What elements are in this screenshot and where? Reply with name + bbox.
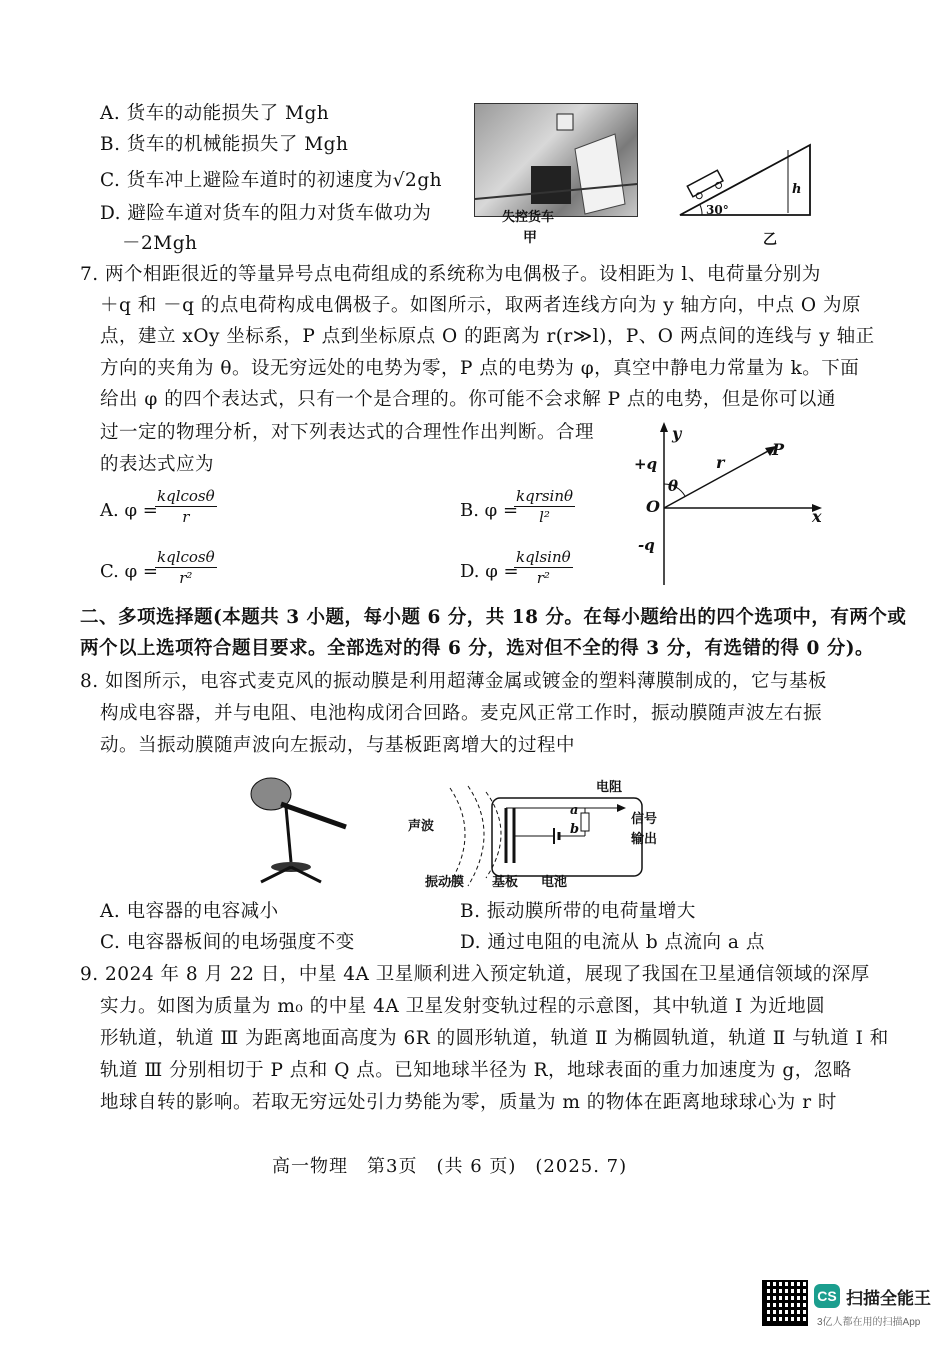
circuit-battery-label: 电池 — [541, 875, 568, 890]
q6-option-c: C. 货车冲上避险车道时的初速度为√2gh — [100, 170, 443, 191]
circuit-signal-label-1: 信号 — [631, 812, 658, 827]
dipole-plus-q: +q — [634, 455, 658, 473]
y-axis-arrow — [660, 422, 668, 432]
q7-stem-line-5: 给出 φ 的四个表达式，只有一个是合理的。你可能不会求解 P 点的电势，但是你可以通 — [100, 389, 836, 410]
q7-stem-line-4: 方向的夹角为 θ。设无穷远处的电势为零，P 点的电势为 φ，真空中静电力常量为 k。下面 — [100, 358, 860, 379]
circuit-point-b: b — [570, 822, 580, 837]
dipole-theta-label: θ — [668, 477, 679, 495]
dipole-r-label: r — [716, 453, 725, 472]
q6-option-d-value: －2Mgh — [122, 233, 198, 254]
circuit-resistor-label: 电阻 — [596, 780, 623, 795]
dipole-y-label: y — [672, 424, 682, 443]
q7-stem-line-1: 7. 两个相距很近的等量异号点电荷组成的系统称为电偶极子。设相距为 l、电荷量分别为 — [80, 264, 821, 285]
q8-option-b: B. 振动膜所带的电荷量增大 — [460, 901, 696, 922]
dipole-x-label: x — [812, 507, 822, 526]
q8-option-a: A. 电容器的电容减小 — [100, 901, 279, 922]
microphone-illustration — [236, 772, 356, 884]
q7-option-d-denominator: r² — [536, 569, 550, 587]
q7-option-c-prefix: C. φ = — [100, 561, 158, 582]
q9-stem-line-2: 实力。如图为质量为 m₀ 的中星 4A 卫星发射变轨过程的示意图，其中轨道 Ⅰ 为近地圆 — [100, 996, 826, 1017]
truck-on-incline — [687, 170, 725, 201]
q9-stem-line-1: 9. 2024 年 8 月 22 日，中星 4A 卫星顺利进入预定轨道，展现了我国在卫星通信领域的深厚 — [80, 964, 870, 985]
truck-ramp-sketch — [475, 104, 637, 216]
q7-stem-line-7: 的表达式应为 — [100, 454, 215, 475]
q7-option-d-numerator: kqlsinθ — [516, 548, 571, 566]
q8-option-c: C. 电容器板间的电场强度不变 — [100, 932, 355, 953]
q7-stem-line-2: ＋q 和 －q 的点电荷构成电偶极子。如图所示，取两者连线方向为 y 轴方向，中点 O 为原 — [100, 295, 861, 316]
fig-jia-label: 甲 — [523, 230, 537, 246]
incline-height-label: h — [792, 182, 802, 197]
q7-option-c-numerator: kqlcosθ — [157, 548, 215, 566]
fig-yi-label: 乙 — [763, 232, 777, 248]
runaway-truck-photo — [474, 103, 638, 217]
qr-code — [762, 1280, 808, 1326]
dipole-origin-label: O — [646, 497, 660, 516]
circuit-membrane-label: 振动膜 — [425, 875, 465, 890]
camscanner-logo: CS — [814, 1284, 840, 1308]
q9-stem-line-4: 轨道 Ⅲ 分别相切于 P 点和 Q 点。已知地球半径为 R，地球表面的重力加速度为 g，忽略 — [100, 1060, 852, 1081]
incline-diagram — [670, 140, 830, 225]
q6-option-a: A. 货车的动能损失了 Mgh — [100, 103, 330, 124]
q8-stem-line-2: 构成电容器，并与电阻、电池构成闭合回路。麦克风正常工作时，振动膜随声波左右振 — [100, 703, 823, 724]
q8-stem-line-3: 动。当振动膜随声波向左振动，与基板距离增大的过程中 — [100, 735, 576, 756]
q7-option-d-prefix: D. φ = — [460, 561, 519, 582]
circuit-signal-label-2: 输出 — [631, 832, 658, 847]
camscanner-brand: 扫描全能王 — [846, 1289, 931, 1308]
fig-jia-caption: 失控货车 — [502, 210, 555, 225]
q7-option-a-numerator: kqlcosθ — [157, 487, 215, 505]
q9-stem-line-5: 地球自转的影响。若取无穷远处引力势能为零，质量为 m 的物体在距离地球球心为 r 时 — [100, 1092, 837, 1113]
q8-option-d: D. 通过电阻的电流从 b 点流向 a 点 — [460, 932, 765, 953]
q9-stem-line-3: 形轨道，轨道 Ⅲ 为距离地面高度为 6R 的圆形轨道，轨道 Ⅱ 为椭圆轨道，轨道 Ⅱ 与轨道 Ⅰ 和 — [100, 1028, 889, 1049]
page-footer: 高一物理 第3页 (共 6 页) (2025. 7) — [272, 1156, 628, 1177]
dipole-point-p: P — [772, 440, 785, 459]
circuit-point-a: a — [570, 803, 579, 818]
q7-option-b-prefix: B. φ = — [460, 500, 519, 521]
section-2-heading-line-1: 二、多项选择题(本题共 3 小题，每小题 6 分，共 18 分。在每小题给出的四个选项中，有两个或 — [80, 607, 907, 628]
circuit-sound-label: 声波 — [408, 819, 435, 834]
q7-option-a-denominator: r — [182, 508, 190, 526]
q7-option-c-denominator: r² — [179, 569, 193, 587]
q7-option-d-fraction — [514, 548, 573, 587]
resistor-symbol — [581, 813, 589, 831]
q7-option-b-denominator: l² — [539, 508, 550, 526]
circuit-substrate-label: 基板 — [492, 875, 519, 890]
q7-option-b-numerator: kqrsinθ — [516, 487, 574, 505]
q7-stem-line-3: 点，建立 xOy 坐标系，P 点到坐标原点 O 的距离为 r(r≫l)，P、O 两点间的连线与 y 轴正 — [100, 326, 875, 347]
q6-option-d: D. 避险车道对货车的阻力对货车做功为 — [100, 203, 432, 224]
section-2-heading-line-2: 两个以上选项符合题目要求。全部选对的得 6 分，选对但不全的得 3 分，有选错的得 0 分)。 — [80, 638, 875, 659]
dipole-minus-q: -q — [638, 536, 655, 554]
incline-angle-label: 30° — [706, 203, 729, 217]
q7-option-b-fraction — [514, 487, 575, 526]
q7-option-a-prefix: A. φ = — [100, 500, 158, 521]
q7-option-c-fraction — [155, 548, 217, 587]
q8-stem-line-1: 8. 如图所示，电容式麦克风的振动膜是利用超薄金属或镀金的塑料薄膜制成的，它与基板 — [80, 671, 828, 692]
camscanner-tagline: 3亿人都在用的扫描App — [817, 1317, 921, 1328]
q6-option-b: B. 货车的机械能损失了 Mgh — [100, 134, 349, 155]
q7-stem-line-6: 过一定的物理分析，对下列表达式的合理性作出判断。合理 — [100, 422, 595, 443]
q7-option-a-fraction — [155, 487, 217, 526]
